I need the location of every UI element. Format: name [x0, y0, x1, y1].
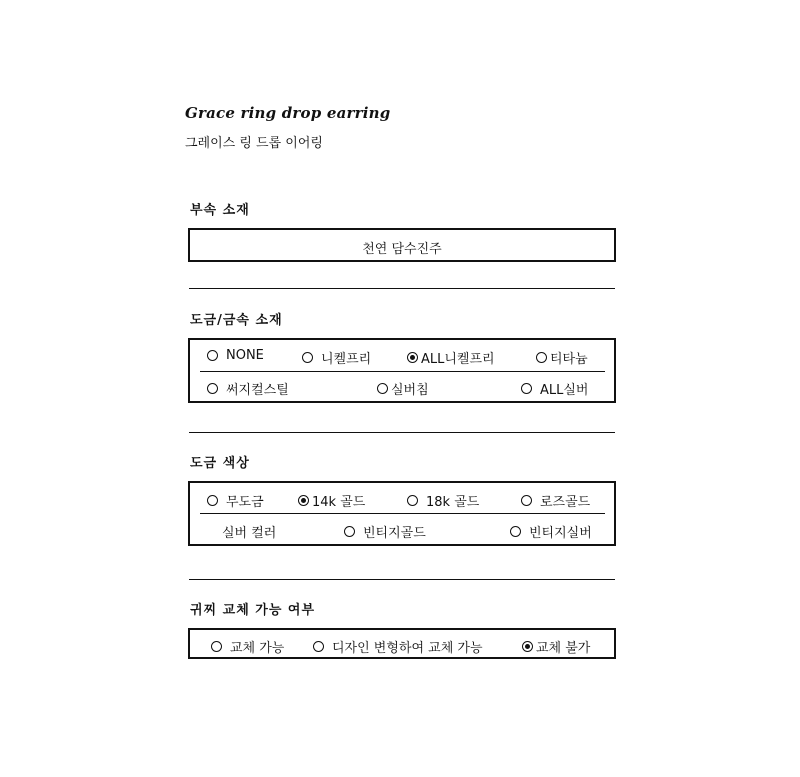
post-replace-label: 귀찌 교체 가능 여부: [190, 603, 316, 618]
option-label: 로즈골드: [540, 495, 591, 510]
radio-selected-icon: [407, 352, 418, 363]
option-label: 빈티지실버: [529, 526, 592, 541]
radio-icon: [377, 383, 388, 394]
radio-icon: [510, 526, 521, 537]
plating-material-label: 도금/금속 소재: [190, 313, 283, 328]
option-none[interactable]: [207, 348, 264, 363]
option-label: NONE: [226, 348, 264, 363]
option-label: 빈티지골드: [363, 526, 426, 541]
material-value: 천연 담수진주: [362, 242, 442, 257]
option-label: 실버 컬러: [222, 526, 277, 541]
option-label: 니켈프리: [321, 352, 372, 367]
section-divider: [189, 288, 615, 289]
option-label: 18k 골드: [426, 495, 480, 510]
radio-icon: [207, 495, 218, 506]
option-replaceable[interactable]: [211, 637, 284, 656]
option-vintage-gold[interactable]: [344, 522, 426, 541]
option-label: 교체 불가: [536, 641, 591, 656]
post-replace-box: [188, 628, 616, 659]
option-label: ALL실버: [540, 383, 589, 398]
option-label: 교체 가능: [230, 641, 285, 656]
option-titanium[interactable]: [536, 348, 588, 367]
radio-selected-icon: [522, 641, 533, 652]
option-vintage-silver[interactable]: [510, 522, 592, 541]
option-label: ALL니켈프리: [421, 352, 495, 367]
section-divider: [189, 432, 615, 433]
radio-icon: [207, 350, 218, 361]
option-silver-color[interactable]: [222, 522, 276, 541]
option-label: 14k 골드: [312, 495, 366, 510]
row-divider: [200, 513, 605, 514]
radio-icon: [207, 383, 218, 394]
material-box: [188, 228, 616, 262]
option-14k-gold[interactable]: [298, 491, 365, 510]
option-not-replaceable[interactable]: [522, 637, 590, 656]
radio-icon: [536, 352, 547, 363]
product-title-en: Grace ring drop earring: [185, 104, 391, 122]
section-divider: [189, 579, 615, 580]
option-surgical-steel[interactable]: [207, 379, 289, 398]
option-nickel-free[interactable]: [302, 348, 371, 367]
radio-icon: [344, 526, 355, 537]
option-all-silver[interactable]: [521, 379, 589, 398]
plating-color-label: 도금 색상: [190, 456, 250, 471]
option-label: 티타늄: [550, 352, 588, 367]
plating-color-box: [188, 481, 616, 546]
option-label: 디자인 변형하여 교체 가능: [332, 641, 483, 656]
radio-icon: [211, 641, 222, 652]
option-label: 써지컬스틸: [226, 383, 289, 398]
option-label: 실버침: [391, 383, 429, 398]
radio-selected-icon: [298, 495, 309, 506]
option-silver-post[interactable]: [377, 379, 429, 398]
material-label: 부속 소재: [190, 203, 250, 218]
option-18k-gold[interactable]: [407, 491, 479, 510]
product-title-ko: 그레이스 링 드롭 이어링: [185, 136, 323, 151]
row-divider: [200, 371, 605, 372]
option-rose-gold[interactable]: [521, 491, 590, 510]
option-label: 무도금: [226, 495, 264, 510]
radio-icon: [407, 495, 418, 506]
option-all-nickel-free[interactable]: [407, 348, 495, 367]
option-no-plating[interactable]: [207, 491, 264, 510]
radio-icon: [313, 641, 324, 652]
radio-icon: [521, 495, 532, 506]
plating-material-box: [188, 338, 616, 403]
option-replaceable-with-design-change[interactable]: [313, 637, 483, 656]
radio-icon: [521, 383, 532, 394]
radio-icon: [302, 352, 313, 363]
